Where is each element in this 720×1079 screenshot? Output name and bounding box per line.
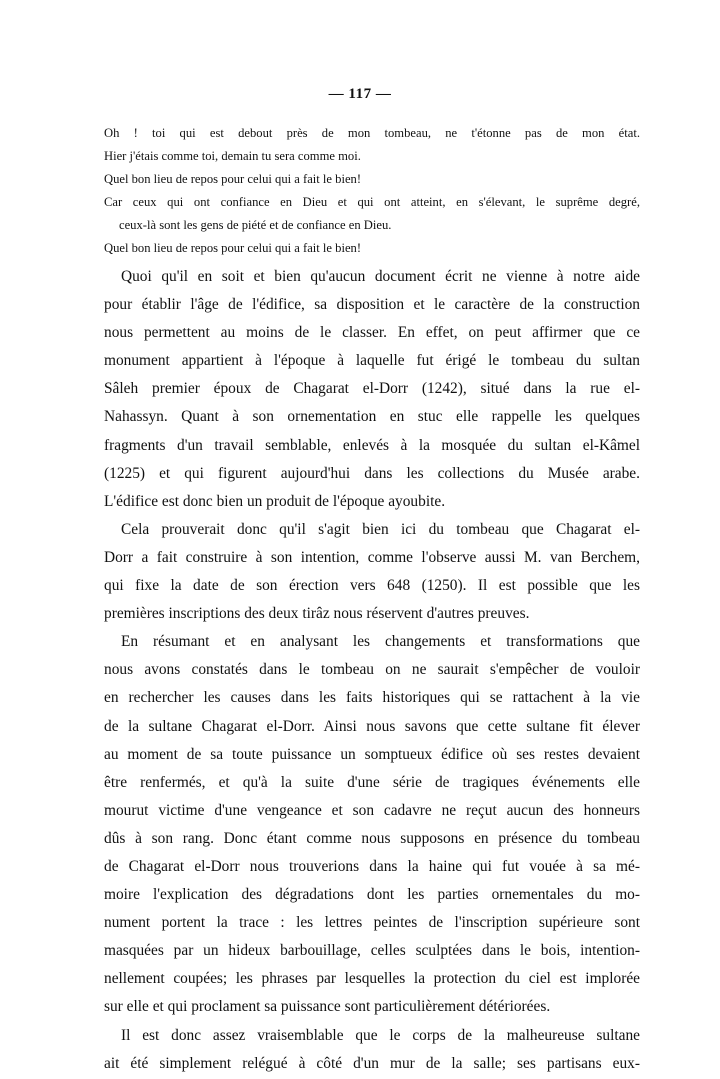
paragraph-line: En résumant et en analysant les changements et transformations que — [121, 633, 640, 651]
body-text — [104, 263, 640, 1078]
paragraph-line: masquées par un hideux barbouillage, celles sculptées dans le bois, intention- — [104, 942, 640, 960]
paragraph-line: fragments d'un travail semblable, enlevés à la mosquée du sultan el-Kâmel — [104, 436, 640, 454]
paragraph-line: Sâleh premier époux de Chagarat el-Dorr (1242), situé dans la rue el- — [104, 380, 640, 398]
paragraph-line: nous permettent au moins de le classer. En effet, on peut affirmer que ce — [104, 324, 640, 342]
paragraph-line: Dorr a fait construire à son intention, comme l'observe aussi M. van Berchem, — [104, 548, 640, 566]
paragraph-line: moire l'explication des dégradations dont les parties ornementales du mo- — [104, 886, 640, 904]
paragraph-line: nellement coupées; les phrases par lesquelles la protection du ciel est implorée — [104, 970, 640, 988]
epitaph-line: Car ceux qui ont confiance en Dieu et qui ont atteint, en s'élevant, le suprême degré, — [104, 195, 640, 209]
epitaph-line: Quel bon lieu de repos pour celui qui a fait le bien! — [104, 241, 362, 255]
paragraph-line: pour établir l'âge de l'édifice, sa disposition et le caractère de la construction — [104, 296, 640, 314]
paragraph-line: premières inscriptions des deux tirâz nous réservent d'autres preuves. — [104, 605, 530, 623]
paragraph-line: qui fixe la date de son érection vers 648 (1250). Il est possible que les — [104, 577, 640, 595]
epitaph-line: Quel bon lieu de repos pour celui qui a fait le bien! — [104, 172, 362, 186]
paragraph-line: dûs à son rang. Donc étant comme nous supposons en présence du tombeau — [104, 829, 640, 847]
paragraph-line: Il est donc assez vraisemblable que le corps de la malheureuse sultane — [121, 1026, 640, 1044]
paragraph-line: nument portent la trace : les lettres peintes de l'inscription supérieure sont — [104, 914, 640, 932]
epitaph-line: Oh ! toi qui est debout près de mon tombeau, ne t'étonne pas de mon état. — [104, 126, 640, 140]
paragraph-line: Quoi qu'il en soit et bien qu'aucun document écrit ne vienne à notre aide — [121, 268, 640, 285]
epitaph-line: Hier j'étais comme toi, demain tu sera comme moi. — [104, 149, 361, 163]
paragraph-line: ait été simplement relégué à côté d'un mur de la salle; ses partisans eux- — [104, 1054, 640, 1072]
paragraph-line: nous avons constatés dans le tombeau on ne saurait s'empêcher de vouloir — [104, 661, 640, 679]
paragraph-line: être renfermés, et qu'à la suite d'une série de tragiques événements elle — [104, 773, 640, 791]
page-number: — 117 — — [328, 86, 392, 102]
paragraph-line: en rechercher les causes dans les faits historiques qui se rattachent à la vie — [104, 689, 640, 707]
paragraph-line: de la sultane Chagarat el-Dorr. Ainsi nous savons que cette sultane fit élever — [104, 717, 640, 735]
paragraph-line: au moment de sa toute puissance un somptueux édifice où ses restes devaient — [104, 745, 640, 763]
paragraph-line: de Chagarat el-Dorr nous trouverions dans la haine qui fut vouée à sa mé- — [104, 857, 640, 875]
epitaph-quote — [104, 122, 640, 260]
paragraph-line: sur elle et qui proclament sa puissance sont particulièrement détériorées. — [104, 998, 551, 1016]
paragraph-line: Nahassyn. Quant à son ornementation en stuc elle rappelle les quelques — [104, 408, 640, 426]
paragraph-line: (1225) et qui figurent aujourd'hui dans les collections du Musée arabe. — [104, 464, 640, 482]
epitaph-line: ceux-là sont les gens de piété et de confiance en Dieu. — [119, 218, 392, 232]
paragraph-line: L'édifice est donc bien un produit de l'époque ayoubite. — [104, 492, 446, 510]
paragraph-line: mourut victime d'une vengeance et son cadavre ne reçut aucun des honneurs — [104, 801, 640, 819]
paragraph-line: Cela prouverait donc qu'il s'agit bien ici du tombeau que Chagarat el- — [121, 520, 640, 538]
paragraph-line: monument appartient à l'époque à laquelle fut érigé le tombeau du sultan — [104, 352, 640, 370]
